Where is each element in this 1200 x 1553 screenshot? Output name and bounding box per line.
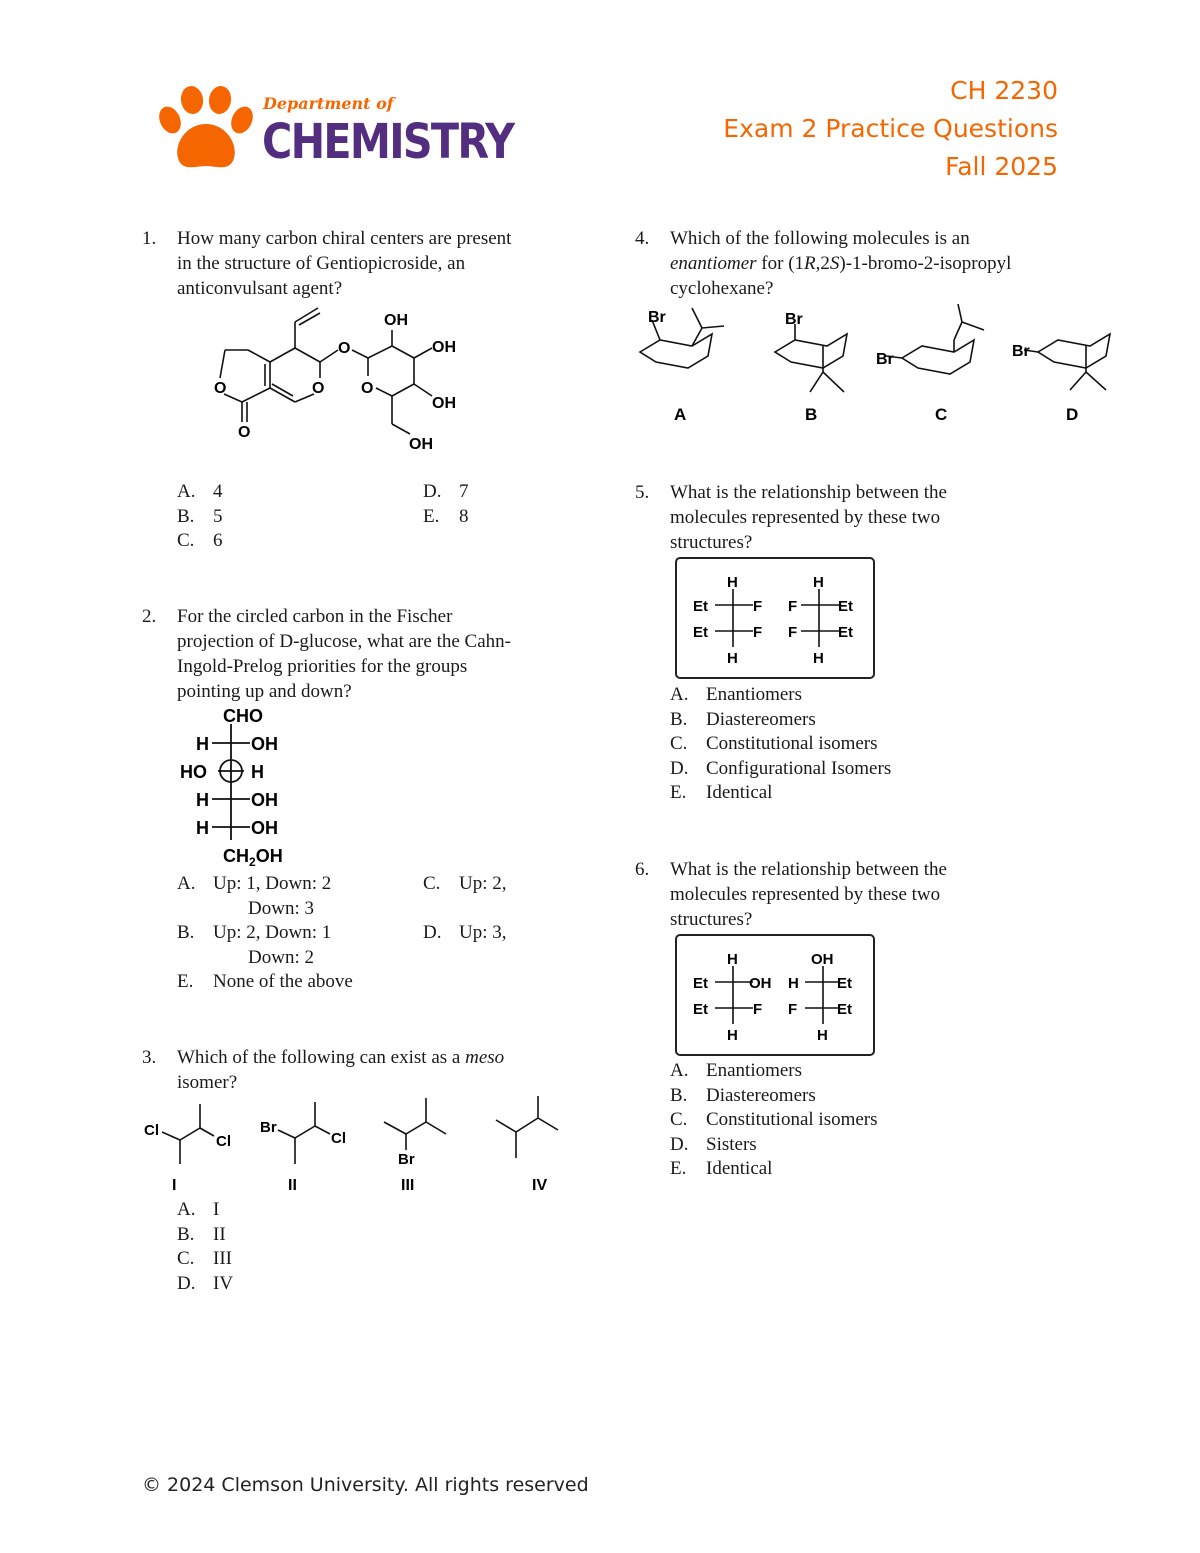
fischer-left: Et [693,598,708,615]
fischer-left: F [788,598,798,615]
fischer-right: OH [251,818,278,838]
atom-label: OH [432,395,456,412]
fischer-top: H [727,951,738,968]
fischer-pair-box [675,557,875,679]
atom-label: O [238,424,251,441]
question-line: cyclohexane? [670,278,774,299]
fischer-right: Et [838,624,853,641]
question-text [177,604,511,704]
option[interactable]: E. 8 [423,505,469,527]
structure-label: IV [532,1177,548,1194]
question-line: in the structure of Gentiopicroside, an [177,253,466,274]
question-line: For the circled carbon in the Fischer [177,606,453,627]
fischer-pair-box [675,934,875,1056]
substituent-label: Cl [216,1133,231,1150]
question-line: structures? [670,532,753,553]
option[interactable]: D. 7 [423,481,469,502]
logo-chemistry-text: CHEMISTRY [262,114,514,170]
question-line: What is the relationship between the [670,482,947,503]
question-line: projection of D-glucose, what are the Cahn- [177,631,511,652]
cyclohexane-chairs [630,300,1120,430]
options-list [177,1198,233,1296]
fischer-pair [677,936,873,1054]
substituent-label: Br [1012,343,1030,360]
option-continued: Down: 2 [248,946,314,968]
fischer-right: Et [838,598,853,615]
option[interactable]: A. 4 [177,481,223,502]
substituent-label: Br [648,309,666,326]
question-line: molecules represented by these two [670,507,941,528]
meso-candidates [140,1090,580,1200]
option[interactable]: B. Diastereomers [670,708,816,730]
question-line: Which of the following molecules is an [670,228,970,249]
option[interactable]: D. Up: 3, [423,922,507,944]
question-line: pointing up and down? [177,681,352,702]
fischer-top: H [813,574,824,591]
fischer-left: HO [180,762,207,782]
question-number: 4. [635,228,650,249]
atom-label: O [312,380,325,397]
fischer-left: H [196,734,209,754]
atom-label: OH [432,339,456,356]
option[interactable]: B. II [177,1223,226,1245]
atom-label: OH [409,436,433,453]
paw-logo-icon [158,86,254,178]
fischer-right: OH [251,790,278,810]
course-code: CH 2230 [950,76,1058,105]
header-course-info [658,72,1058,186]
structure-label: C [935,405,948,424]
question-line: molecules represented by these two [670,884,941,905]
question-line: Which of the following can exist as a meso [177,1047,505,1068]
fischer-right: F [753,1001,763,1018]
options-list [670,1059,878,1182]
options-column-left [177,872,353,995]
substituent-label: Br [398,1151,415,1168]
fischer-projection-glucose [170,700,330,870]
question-text [670,857,947,932]
fischer-bottom: H [727,650,738,667]
fischer-top: OH [811,951,834,968]
option[interactable]: C. Constitutional isomers [670,733,878,755]
option[interactable]: A. I [177,1199,220,1220]
substituent-label: Cl [144,1122,159,1139]
option[interactable]: E. Identical [670,782,773,804]
question-number: 5. [635,482,650,503]
atom-label: O [361,380,374,397]
fischer-left: H [196,790,209,810]
fischer-left: Et [693,975,708,992]
question-line: enantiomer for (1R,2S)-1-bromo-2-isopropyl [670,253,1012,274]
question-number: 2. [142,606,157,627]
fischer-left: Et [693,1001,708,1018]
options-list [670,683,891,806]
header [0,0,1200,200]
fischer-right: Et [837,1001,852,1018]
exam-title: Exam 2 Practice Questions [723,114,1058,143]
question-line: isomer? [177,1072,238,1093]
fischer-top: CHO [223,706,263,726]
option[interactable]: E. Identical [670,1158,773,1180]
fischer-pair [677,559,873,677]
fischer-right: F [753,598,763,615]
question-line: structures? [670,909,753,930]
option[interactable]: A. Enantiomers [670,684,803,705]
fischer-right: H [251,762,264,782]
fischer-left: H [196,818,209,838]
fischer-bottom: H [727,1027,738,1044]
fischer-bottom: H [813,650,824,667]
option[interactable]: B. 5 [177,505,223,527]
atom-label: O [338,340,351,357]
option[interactable]: C. Up: 2, [423,873,507,894]
substituent-label: Br [260,1119,277,1136]
option[interactable]: C. III [177,1248,232,1270]
fischer-right: OH [251,734,278,754]
question-text [670,226,1011,301]
structure-label: I [172,1177,177,1194]
option[interactable]: D. Configurational Isomers [670,757,892,779]
question-line: anticonvulsant agent? [177,278,343,299]
substituent-label: Cl [331,1130,346,1147]
option[interactable]: D. IV [177,1272,234,1294]
option[interactable]: E. None of the above [177,971,353,993]
fischer-left: H [788,975,799,992]
question-text [177,226,511,301]
option[interactable]: C. 6 [177,530,223,552]
substituent-label: Br [876,351,894,368]
structure-label: III [401,1177,415,1194]
options-column-left [177,480,223,554]
question-text [670,480,947,555]
option[interactable]: C. Constitutional isomers [670,1109,878,1131]
structure-label: II [288,1177,297,1194]
option[interactable]: A. Enantiomers [670,1060,803,1081]
option[interactable]: D. Sisters [670,1133,757,1155]
question-line: How many carbon chiral centers are present [177,228,512,249]
fischer-bottom: H [817,1027,828,1044]
fischer-left: F [788,1001,798,1018]
fischer-right: OH [749,975,772,992]
option-continued: Down: 3 [248,897,314,919]
atom-label: OH [384,312,408,329]
question-number: 1. [142,228,157,249]
structure-label: B [805,405,818,424]
question-number: 3. [142,1047,157,1068]
copyright-footer: © 2024 Clemson University. All rights reserved [142,1474,589,1496]
structure-label: A [674,405,687,424]
fischer-top: H [727,574,738,591]
fischer-right: Et [837,975,852,992]
term: Fall 2025 [945,152,1058,181]
fischer-bottom: $CH_2OH$ [223,846,283,869]
option[interactable]: A. Up: 1, Down: 2 [177,873,332,894]
fischer-left: F [788,624,798,641]
option[interactable]: B. Diastereomers [670,1084,816,1106]
fischer-right: F [753,624,763,641]
options-column-right [423,480,469,529]
structure-label: D [1066,405,1079,424]
question-number: 6. [635,859,650,880]
question-text [177,1045,504,1095]
option[interactable]: B. Up: 2, Down: 1 [177,922,332,944]
question-line: What is the relationship between the [670,859,947,880]
gentiopicroside-structure [200,300,490,460]
question-line: Ingold-Prelog priorities for the groups [177,656,468,677]
atom-label: O [214,380,227,397]
substituent-label: Br [785,311,803,328]
logo-department-text: Department of [263,94,394,113]
fischer-left: Et [693,624,708,641]
